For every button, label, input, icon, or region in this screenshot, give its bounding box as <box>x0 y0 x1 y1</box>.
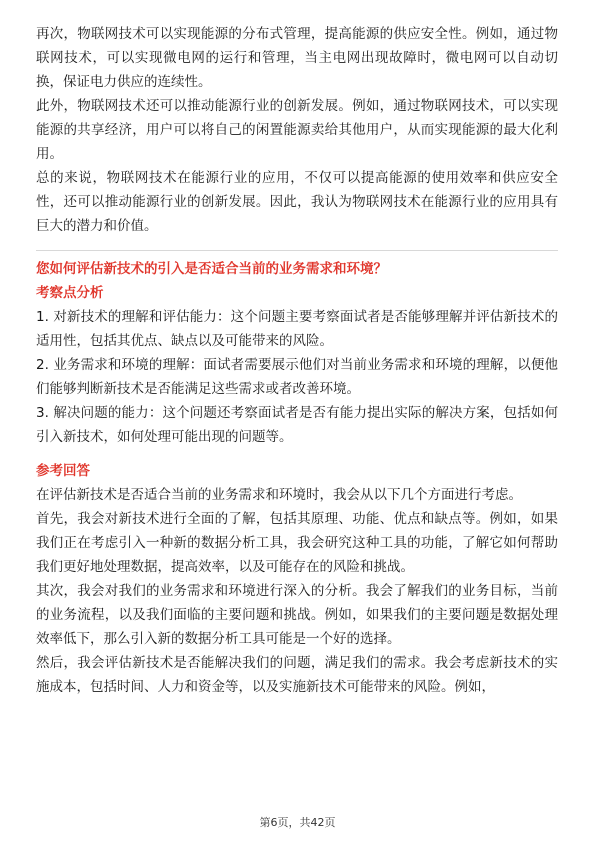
question-heading: 您如何评估新技术的引入是否适合当前的业务需求和环境？ <box>36 261 387 277</box>
analysis-point: 3. 解决问题的能力：这个问题还考察面试者是否有能力提出实际的解决方案，包括如何引入新技术，如何处理可能出现的问题等。 <box>36 405 558 445</box>
analysis-label: 考察点分析 <box>36 285 104 301</box>
intro-paragraph: 再次，物联网技术可以实现能源的分布式管理，提高能源的供应安全性。例如，通过物联网技术，可以实现微电网的运行和管理，当主电网出现故障时，微电网可以自动切换，保证电力供应的连续性。 <box>36 26 558 90</box>
answer-paragraph: 其次，我会对我们的业务需求和环境进行深入的分析。我会了解我们的业务目标，当前的业务流程，以及我们面临的主要问题和挑战。例如，如果我们的主要问题是数据处理效率低下，那么引入新的数据分析工具可能是一个好的选择。 <box>36 583 558 647</box>
spacer <box>36 449 558 459</box>
analysis-point: 1. 对新技术的理解和评估能力：这个问题主要考察面试者是否能够理解并评估新技术的适用性，包括其优点、缺点以及可能带来的风险。 <box>36 309 558 349</box>
analysis-point: 2. 业务需求和环境的理解：面试者需要展示他们对当前业务需求和环境的理解，以便他们能够判断新技术是否能满足这些需求或者改善环境。 <box>36 357 558 397</box>
answer-paragraph: 在评估新技术是否适合当前的业务需求和环境时，我会从以下几个方面进行考虑。 <box>36 487 522 503</box>
intro-paragraph: 总的来说，物联网技术在能源行业的应用，不仅可以提高能源的使用效率和供应安全性，还可以推动能源行业的创新发展。因此，我认为物联网技术在能源行业的应用具有巨大的潜力和价值。 <box>36 170 558 234</box>
section-divider <box>36 250 558 251</box>
answer-label: 参考回答 <box>36 463 90 479</box>
answer-paragraph: 然后，我会评估新技术是否能解决我们的问题，满足我们的需求。我会考虑新技术的实施成本，包括时间、人力和资金等，以及实施新技术可能带来的风险。例如， <box>36 655 558 695</box>
page-number-footer: 第6页，共42页 <box>259 816 336 829</box>
answer-paragraph: 首先，我会对新技术进行全面的了解，包括其原理、功能、优点和缺点等。例如，如果我们正在考虑引入一种新的数据分析工具，我会研究这种工具的功能，了解它如何帮助我们更好地处理数据，提高效率，以及可能存在的风险和挑战。 <box>36 511 558 575</box>
intro-paragraph: 此外，物联网技术还可以推动能源行业的创新发展。例如，通过物联网技术，可以实现能源的共享经济，用户可以将自己的闲置能源卖给其他用户，从而实现能源的最大化利用。 <box>36 98 558 162</box>
document-page <box>36 22 558 699</box>
